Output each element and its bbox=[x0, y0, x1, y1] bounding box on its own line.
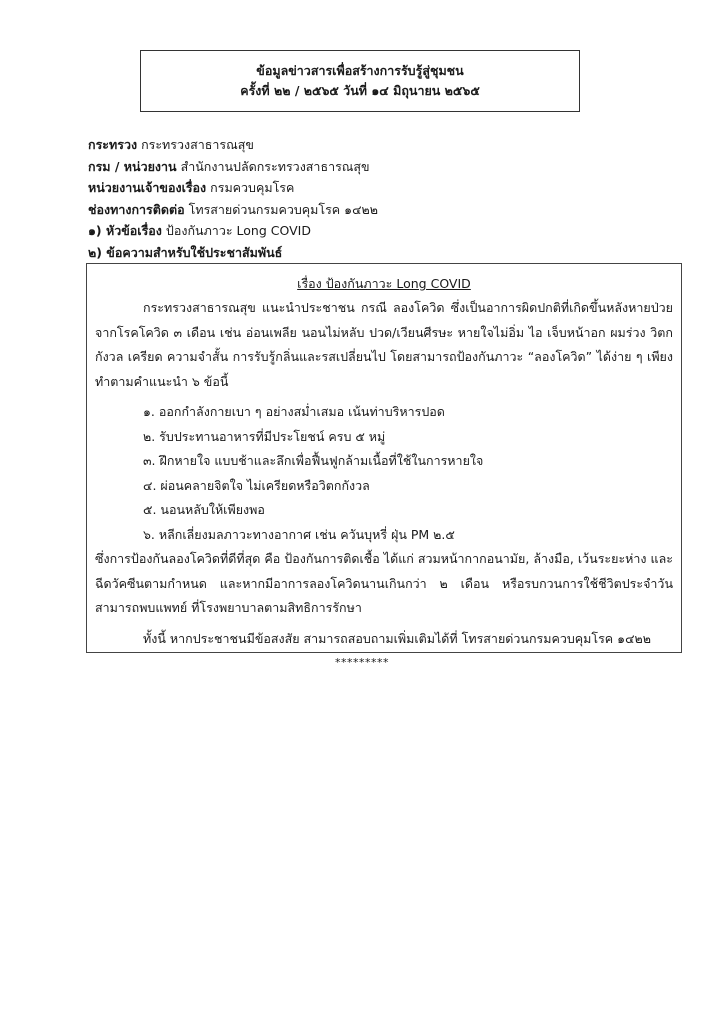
conclusion-paragraph: ซึ่งการป้องกันลองโควิดที่ดีที่สุด คือ ป้องกันการติดเชื้อ ได้แก่ สวมหน้ากากอนามัย, ล้างมือ, เว้นระยะห่าง และฉีดวัคซีนตามกำหนด และหากมีอาการลองโควิดนานเกินกว่า ๒ เดือน หรือรบกวนการใช้ชีวิตประจำวัน สามารถพบแพทย์ ที่โรงพยาบาลตามสิทธิการรักษา bbox=[95, 551, 673, 615]
list-item: ๓. ฝึกหายใจ แบบช้าและลึกเพื่อฟื้นฟูกล้ามเนื้อที่ใช้ในการหายใจ bbox=[143, 453, 484, 468]
ministry-label: กระทรวง bbox=[88, 137, 138, 152]
department-label: กรม / หน่วยงาน bbox=[88, 158, 177, 174]
recommendation-list bbox=[95, 400, 673, 547]
department-value: สำนักงานปลัดกระทรวงสาธารณสุข bbox=[180, 158, 370, 174]
message-heading: ๒) ข้อความสำหรับใช้ประชาสัมพันธ์ bbox=[88, 244, 283, 260]
message-box bbox=[86, 263, 682, 653]
contact-label: ช่องทางการติดต่อ bbox=[88, 201, 185, 217]
contact-row bbox=[88, 199, 648, 221]
list-item: ๔. ผ่อนคลายจิตใจ ไม่เครียดหรือวิตกกังวล bbox=[143, 477, 370, 493]
message-heading-row bbox=[88, 242, 648, 264]
header-title: ข้อมูลข่าวสารเพื่อสร้างการรับรู้สู่ชุมชน bbox=[256, 63, 464, 78]
owner-label: หน่วยงานเจ้าของเรื่อง bbox=[88, 180, 207, 195]
list-item: ๒. รับประทานอาหารที่มีประโยชน์ ครบ ๕ หมู่ bbox=[143, 428, 386, 444]
list-item: ๑. ออกกำลังกายเบา ๆ อย่างสม่ำเสมอ เน้นท่าบริหารปอด bbox=[143, 404, 445, 419]
department-row bbox=[88, 156, 648, 178]
header-box bbox=[140, 50, 580, 112]
topic-label: ๑) หัวข้อเรื่อง bbox=[88, 223, 162, 238]
message-title: เรื่อง ป้องกันภาวะ Long COVID bbox=[297, 276, 471, 291]
topic-row bbox=[88, 220, 648, 242]
metadata-section bbox=[88, 134, 648, 263]
closing-paragraph: ทั้งนี้ หากประชาชนมีข้อสงสัย สามารถสอบถามเพิ่มเติมได้ที่ โทรสายด่วนกรมควบคุมโรค ๑๔๒๒ bbox=[143, 630, 652, 646]
contact-value: โทรสายด่วนกรมควบคุมโรค ๑๔๒๒ bbox=[188, 201, 379, 217]
topic-value: ป้องกันภาวะ Long COVID bbox=[165, 223, 311, 238]
ministry-value: กระทรวงสาธารณสุข bbox=[141, 137, 254, 152]
list-item: ๖. หลีกเลี่ยงมลภาวะทางอากาศ เช่น ควันบุหรี่ ฝุ่น PM ๒.๕ bbox=[143, 526, 455, 542]
ministry-row bbox=[88, 134, 648, 156]
owner-row bbox=[88, 177, 648, 199]
end-marker: ********* bbox=[335, 656, 389, 669]
intro-paragraph: กระทรวงสาธารณสุข แนะนำประชาชน กรณี ลองโควิด ซึ่งเป็นอาการผิดปกติที่เกิดขึ้นหลังหายป่วยจากโรคโควิด ๓ เดือน เช่น อ่อนเพลีย นอนไม่หลับ ปวด/เวียนศีรษะ หายใจไม่อิ่ม ไอ เจ็บหน้าอก ผมร่วง วิตกกังวล เครียด ความจำสั้น การรับรู้กลิ่นและรสเปลี่ยนไป โดยสามารถป้องกันภาวะ “ลองโควิด” ได้ง่าย ๆ เพียงทำตามคำแนะนำ ๖ ข้อนี้ bbox=[95, 300, 673, 389]
owner-value: กรมควบคุมโรค bbox=[210, 180, 295, 195]
header-issue-date: ครั้งที่ ๒๒ / ๒๕๖๕ วันที่ ๑๔ มิถุนายน ๒๕๖๕ bbox=[240, 83, 480, 98]
list-item: ๕. นอนหลับให้เพียงพอ bbox=[143, 502, 265, 517]
